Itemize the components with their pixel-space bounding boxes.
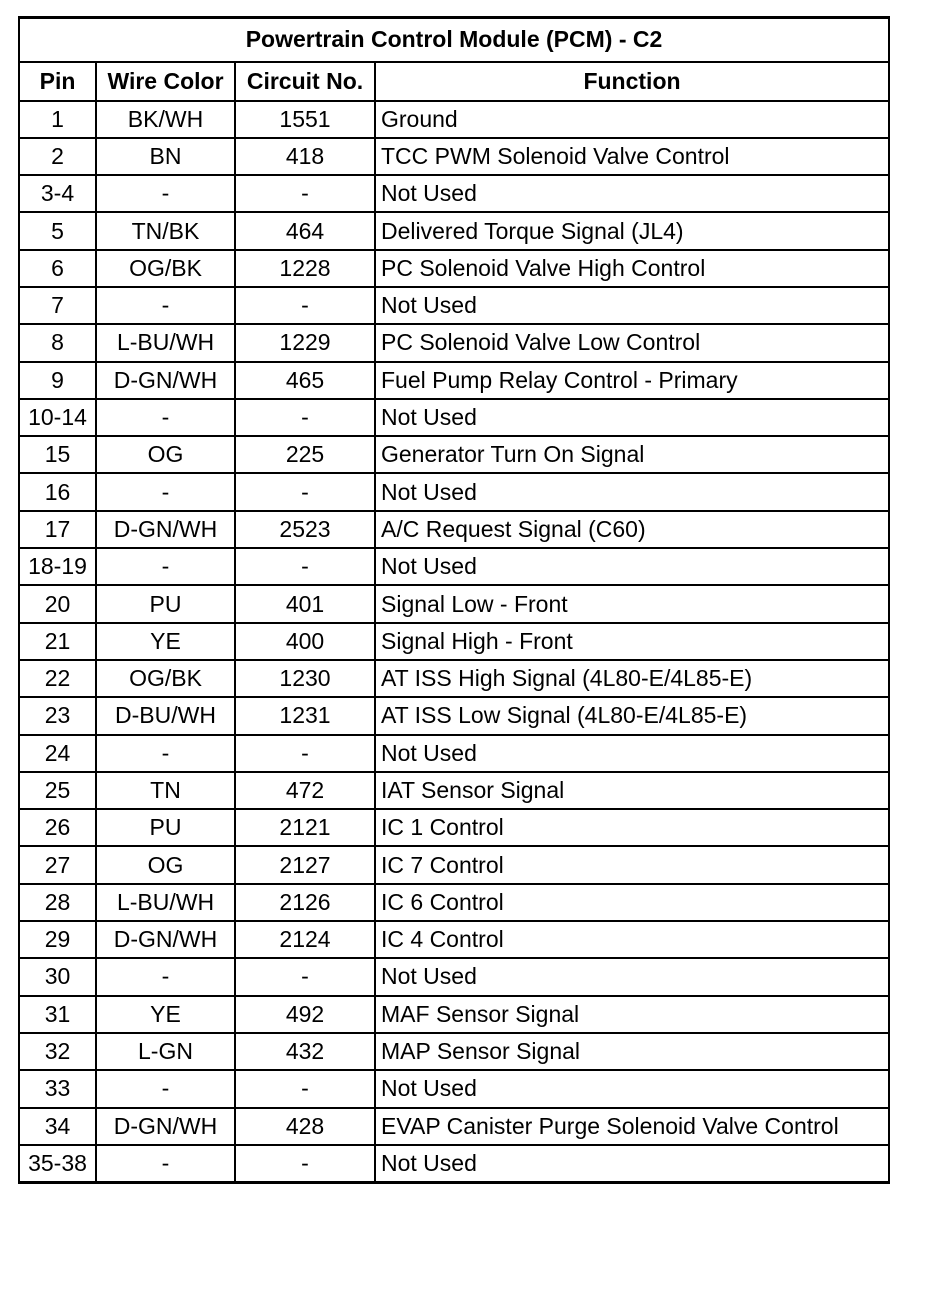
table-row [19, 735, 889, 772]
table-row [19, 623, 889, 660]
cell-pin: 1 [19, 101, 96, 138]
cell-wire-color: TN/BK [96, 212, 235, 249]
cell-circuit-no: 1230 [235, 660, 375, 697]
cell-wire-color: OG [96, 436, 235, 473]
cell-function: Generator Turn On Signal [375, 436, 889, 473]
cell-pin: 17 [19, 511, 96, 548]
cell-function: PC Solenoid Valve High Control [375, 250, 889, 287]
cell-function: Signal High - Front [375, 623, 889, 660]
cell-pin: 20 [19, 585, 96, 622]
cell-circuit-no: 465 [235, 362, 375, 399]
cell-pin: 33 [19, 1070, 96, 1107]
cell-pin: 32 [19, 1033, 96, 1070]
cell-pin: 31 [19, 996, 96, 1033]
header-pin: Pin [19, 62, 96, 101]
table-row [19, 511, 889, 548]
cell-function: Not Used [375, 1145, 889, 1182]
table-body [19, 101, 889, 1183]
table-row [19, 399, 889, 436]
cell-wire-color: D-GN/WH [96, 362, 235, 399]
cell-circuit-no: 472 [235, 772, 375, 809]
cell-wire-color: - [96, 1070, 235, 1107]
cell-wire-color: - [96, 175, 235, 212]
table-row [19, 772, 889, 809]
cell-function: MAF Sensor Signal [375, 996, 889, 1033]
cell-function: TCC PWM Solenoid Valve Control [375, 138, 889, 175]
cell-function: Not Used [375, 735, 889, 772]
table-row [19, 548, 889, 585]
cell-pin: 26 [19, 809, 96, 846]
cell-wire-color: - [96, 287, 235, 324]
column-header-row [19, 62, 889, 101]
cell-circuit-no: - [235, 735, 375, 772]
cell-pin: 21 [19, 623, 96, 660]
cell-function: Not Used [375, 287, 889, 324]
cell-function: AT ISS High Signal (4L80-E/4L85-E) [375, 660, 889, 697]
cell-pin: 35-38 [19, 1145, 96, 1182]
table-row [19, 1033, 889, 1070]
table-row [19, 362, 889, 399]
cell-circuit-no: - [235, 399, 375, 436]
table-row [19, 436, 889, 473]
cell-pin: 28 [19, 884, 96, 921]
cell-circuit-no: - [235, 548, 375, 585]
cell-pin: 6 [19, 250, 96, 287]
cell-pin: 30 [19, 958, 96, 995]
table-row [19, 697, 889, 734]
cell-circuit-no: 492 [235, 996, 375, 1033]
cell-wire-color: YE [96, 623, 235, 660]
table-row [19, 846, 889, 883]
cell-wire-color: YE [96, 996, 235, 1033]
cell-circuit-no: 2127 [235, 846, 375, 883]
cell-pin: 2 [19, 138, 96, 175]
connector-table-container [18, 16, 888, 1184]
cell-pin: 9 [19, 362, 96, 399]
table-row [19, 660, 889, 697]
cell-function: Not Used [375, 958, 889, 995]
cell-function: MAP Sensor Signal [375, 1033, 889, 1070]
cell-function: Not Used [375, 1070, 889, 1107]
cell-wire-color: PU [96, 809, 235, 846]
cell-function: IAT Sensor Signal [375, 772, 889, 809]
cell-function: IC 6 Control [375, 884, 889, 921]
cell-wire-color: PU [96, 585, 235, 622]
table-title: Powertrain Control Module (PCM) - C2 [19, 18, 889, 62]
cell-circuit-no: 1551 [235, 101, 375, 138]
cell-wire-color: OG/BK [96, 250, 235, 287]
cell-pin: 23 [19, 697, 96, 734]
cell-pin: 16 [19, 473, 96, 510]
cell-circuit-no: - [235, 473, 375, 510]
cell-circuit-no: 1229 [235, 324, 375, 361]
cell-pin: 22 [19, 660, 96, 697]
cell-wire-color: - [96, 399, 235, 436]
cell-function: Delivered Torque Signal (JL4) [375, 212, 889, 249]
table-row [19, 175, 889, 212]
cell-wire-color: - [96, 958, 235, 995]
table-row [19, 884, 889, 921]
cell-wire-color: - [96, 473, 235, 510]
cell-circuit-no: 1231 [235, 697, 375, 734]
cell-circuit-no: - [235, 175, 375, 212]
table-row [19, 212, 889, 249]
cell-pin: 10-14 [19, 399, 96, 436]
cell-function: PC Solenoid Valve Low Control [375, 324, 889, 361]
cell-function: AT ISS Low Signal (4L80-E/4L85-E) [375, 697, 889, 734]
cell-pin: 24 [19, 735, 96, 772]
pcm-c2-connector-table [18, 16, 890, 1184]
cell-function: Not Used [375, 473, 889, 510]
cell-function: IC 4 Control [375, 921, 889, 958]
cell-circuit-no: 401 [235, 585, 375, 622]
cell-wire-color: L-BU/WH [96, 324, 235, 361]
table-row [19, 287, 889, 324]
table-row [19, 250, 889, 287]
cell-pin: 27 [19, 846, 96, 883]
cell-pin: 7 [19, 287, 96, 324]
table-row [19, 1070, 889, 1107]
table-row [19, 996, 889, 1033]
cell-wire-color: BN [96, 138, 235, 175]
cell-circuit-no: 225 [235, 436, 375, 473]
cell-wire-color: OG/BK [96, 660, 235, 697]
cell-circuit-no: 432 [235, 1033, 375, 1070]
table-row [19, 138, 889, 175]
cell-circuit-no: 2523 [235, 511, 375, 548]
cell-function: Signal Low - Front [375, 585, 889, 622]
cell-circuit-no: 418 [235, 138, 375, 175]
header-function: Function [375, 62, 889, 101]
cell-pin: 15 [19, 436, 96, 473]
table-row [19, 101, 889, 138]
cell-function: Not Used [375, 548, 889, 585]
cell-circuit-no: - [235, 1145, 375, 1182]
table-row [19, 324, 889, 361]
table-row [19, 958, 889, 995]
cell-circuit-no: 464 [235, 212, 375, 249]
header-wire-color: Wire Color [96, 62, 235, 101]
header-circuit-no: Circuit No. [235, 62, 375, 101]
table-row [19, 809, 889, 846]
table-row [19, 1145, 889, 1182]
table-row [19, 1108, 889, 1145]
cell-circuit-no: 2121 [235, 809, 375, 846]
cell-wire-color: L-BU/WH [96, 884, 235, 921]
cell-function: A/C Request Signal (C60) [375, 511, 889, 548]
cell-wire-color: D-GN/WH [96, 511, 235, 548]
cell-pin: 8 [19, 324, 96, 361]
cell-pin: 25 [19, 772, 96, 809]
cell-pin: 3-4 [19, 175, 96, 212]
cell-circuit-no: 400 [235, 623, 375, 660]
table-row [19, 473, 889, 510]
cell-wire-color: - [96, 1145, 235, 1182]
cell-wire-color: L-GN [96, 1033, 235, 1070]
cell-pin: 5 [19, 212, 96, 249]
table-row [19, 585, 889, 622]
cell-wire-color: D-BU/WH [96, 697, 235, 734]
cell-circuit-no: 2124 [235, 921, 375, 958]
cell-wire-color: D-GN/WH [96, 1108, 235, 1145]
table-row [19, 921, 889, 958]
cell-circuit-no: - [235, 287, 375, 324]
cell-wire-color: TN [96, 772, 235, 809]
cell-circuit-no: 428 [235, 1108, 375, 1145]
cell-wire-color: D-GN/WH [96, 921, 235, 958]
cell-function: IC 1 Control [375, 809, 889, 846]
cell-circuit-no: - [235, 1070, 375, 1107]
cell-pin: 18-19 [19, 548, 96, 585]
cell-wire-color: OG [96, 846, 235, 883]
cell-wire-color: - [96, 548, 235, 585]
cell-circuit-no: - [235, 958, 375, 995]
cell-wire-color: BK/WH [96, 101, 235, 138]
cell-circuit-no: 1228 [235, 250, 375, 287]
cell-function: Fuel Pump Relay Control - Primary [375, 362, 889, 399]
cell-function: Ground [375, 101, 889, 138]
cell-function: Not Used [375, 399, 889, 436]
cell-pin: 34 [19, 1108, 96, 1145]
cell-pin: 29 [19, 921, 96, 958]
cell-wire-color: - [96, 735, 235, 772]
cell-circuit-no: 2126 [235, 884, 375, 921]
cell-function: EVAP Canister Purge Solenoid Valve Control [375, 1108, 889, 1145]
cell-function: IC 7 Control [375, 846, 889, 883]
cell-function: Not Used [375, 175, 889, 212]
